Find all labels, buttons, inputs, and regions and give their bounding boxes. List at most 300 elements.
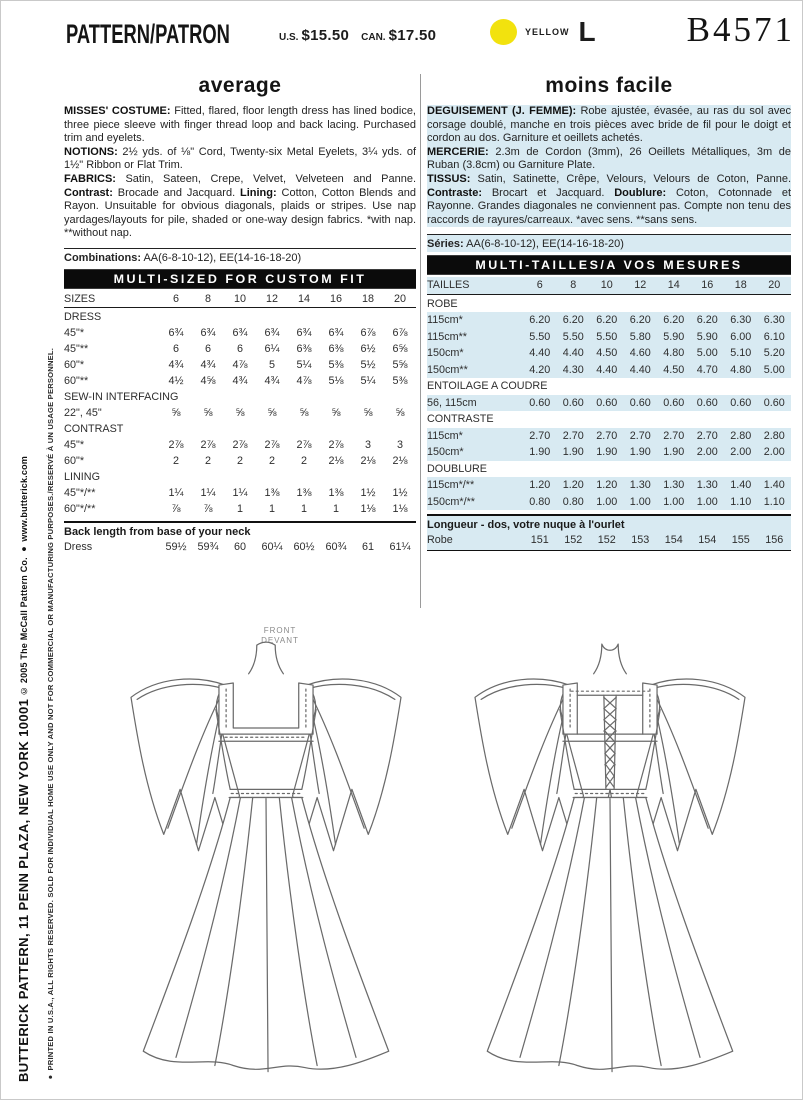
table-cell: 6.20 xyxy=(663,314,685,327)
table-cell: 4⅞ xyxy=(232,358,248,371)
yardage-table-en xyxy=(64,291,416,517)
table-cell: 1½ xyxy=(360,486,376,499)
table-cell: 6.20 xyxy=(529,314,551,327)
table-cell: 1.00 xyxy=(596,495,618,508)
table-cell: 18 xyxy=(734,279,747,292)
table-cell: 6.30 xyxy=(763,314,785,327)
row-label: SEW-IN INTERFACING xyxy=(64,390,179,403)
table-cell: 0.60 xyxy=(730,396,752,409)
table-cell: 6¾ xyxy=(328,326,344,339)
table-cell: 5⅛ xyxy=(328,374,344,387)
table-cell: 6 xyxy=(536,279,543,292)
table-cell: 6 xyxy=(172,292,179,305)
table-row xyxy=(64,437,416,453)
can-currency-label: CAN. xyxy=(361,32,386,43)
table-cell: 5½ xyxy=(360,358,376,371)
row-label: ROBE xyxy=(427,297,458,310)
table-row xyxy=(427,494,791,511)
table-cell: 5.00 xyxy=(763,363,785,376)
table-cell: 4.40 xyxy=(596,363,618,376)
table-cell: 1⅛ xyxy=(392,502,408,515)
table-row xyxy=(427,411,791,428)
combinations-line-en xyxy=(64,248,416,266)
row-label: Dress xyxy=(64,540,93,553)
table-cell: 60¾ xyxy=(325,540,347,553)
description-fr xyxy=(427,105,791,227)
combinations-text-fr: AA(6-8-10-12), EE(14-16-18-20) xyxy=(463,238,624,251)
table-cell: 5⅜ xyxy=(392,374,408,387)
back-length-title-fr: Longueur - dos, votre nuque à l'ourlet xyxy=(427,519,625,532)
table-cell: 2⅛ xyxy=(392,454,408,467)
table-row xyxy=(427,461,791,478)
table-cell: 4.40 xyxy=(562,347,584,360)
notions-lead-en: NOTIONS: xyxy=(64,145,118,158)
table-cell: 8 xyxy=(570,279,577,292)
row-label: 115cm* xyxy=(427,314,463,327)
table-cell: 4.40 xyxy=(629,363,651,376)
row-label: TAILLES xyxy=(427,279,470,292)
table-cell: 0.60 xyxy=(629,396,651,409)
row-label: DOUBLURE xyxy=(427,462,487,475)
table-cell: 2.70 xyxy=(529,429,551,442)
publisher-address: BUTTERICK PATTERN, 11 PENN PLAZA, NEW YORK 10001 xyxy=(16,698,31,1082)
table-cell: 4.50 xyxy=(663,363,685,376)
table-cell: 5.90 xyxy=(663,330,685,343)
brand-title: PATTERN/PATRON xyxy=(66,19,230,49)
table-cell: 152 xyxy=(597,534,616,547)
lining-text-en: Cotton, Cotton Blends and Rayon. Unsuitable for obvious diagonals, plaids or stripes. Use nap yardages/layouts for pile, shaded or one-way design fabrics. *with nap. **without nap. xyxy=(64,186,416,240)
table-cell: 60¼ xyxy=(261,540,283,553)
notions-text-en: 2½ yds. of ⅛" Cord, Twenty-six Metal Eyelets, 3¼ yds. of 1½" Ribbon or Flat Trim. xyxy=(64,145,416,172)
back-length-row-en xyxy=(64,539,416,555)
table-cell: 2.70 xyxy=(696,429,718,442)
table-cell: 6¾ xyxy=(296,326,312,339)
table-cell: 1.00 xyxy=(629,495,651,508)
table-row xyxy=(64,539,416,555)
table-cell: 6.20 xyxy=(696,314,718,327)
row-label: 150cm*/** xyxy=(427,495,476,508)
table-cell: 2⅞ xyxy=(168,438,184,451)
table-cell: 4¾ xyxy=(232,374,248,387)
table-cell: 1⅛ xyxy=(360,502,376,515)
row-label: 115cm** xyxy=(427,330,468,343)
table-cell: 8 xyxy=(204,292,211,305)
table-cell: 153 xyxy=(631,534,650,547)
table-cell: 1 xyxy=(332,502,339,515)
table-cell: 3 xyxy=(396,438,403,451)
table-cell: 1¼ xyxy=(168,486,184,499)
description-en xyxy=(64,105,416,241)
table-cell: 1.20 xyxy=(529,479,551,492)
color-name-label: YELLOW xyxy=(525,27,570,37)
table-row xyxy=(64,291,416,308)
table-cell: 2.70 xyxy=(562,429,584,442)
table-banner-fr: MULTI-TAILLES/A VOS MESURES xyxy=(427,256,791,276)
table-row xyxy=(427,444,791,461)
table-row xyxy=(427,378,791,395)
english-column xyxy=(64,74,416,555)
table-cell: 10 xyxy=(233,292,246,305)
table-cell: 59½ xyxy=(165,540,187,553)
table-cell: 4.70 xyxy=(696,363,718,376)
table-row xyxy=(427,312,791,329)
table-banner-en: MULTI-SIZED FOR CUSTOM FIT xyxy=(64,269,416,289)
back-length-block-en xyxy=(64,521,416,555)
table-cell: 6⅞ xyxy=(392,326,408,339)
table-cell: 6¼ xyxy=(264,342,280,355)
back-length-block-fr xyxy=(427,514,791,551)
row-label: 56, 115cm xyxy=(427,396,477,409)
table-cell: 4.30 xyxy=(562,363,584,376)
table-row xyxy=(64,453,416,469)
table-cell: 4¾ xyxy=(264,374,280,387)
table-cell: 4.20 xyxy=(529,363,551,376)
table-cell: 5.80 xyxy=(629,330,651,343)
table-row xyxy=(64,421,416,437)
table-cell: 1.10 xyxy=(763,495,785,508)
table-cell: 2.00 xyxy=(763,446,785,459)
table-cell: 2⅞ xyxy=(200,438,216,451)
french-column xyxy=(427,74,791,551)
fabrics-lead-fr: TISSUS: xyxy=(427,172,471,185)
table-cell: 1⅜ xyxy=(296,486,312,499)
table-cell: 5.10 xyxy=(730,347,752,360)
table-cell: 6.10 xyxy=(763,330,785,343)
table-cell: ⅝ xyxy=(299,406,309,419)
price-block xyxy=(279,27,448,45)
table-cell: 18 xyxy=(361,292,374,305)
table-cell: 2 xyxy=(204,454,211,467)
table-cell: 2⅞ xyxy=(264,438,280,451)
combinations-lead-en: Combinations: xyxy=(64,251,141,264)
fabrics-fr xyxy=(427,173,791,227)
table-row xyxy=(427,329,791,346)
table-cell: 20 xyxy=(393,292,406,305)
table-cell: 1.00 xyxy=(663,495,685,508)
column-divider xyxy=(420,74,421,608)
garment-description-en xyxy=(64,105,416,146)
table-row xyxy=(427,395,791,412)
fabrics-text-en: Satin, Sateen, Crepe, Velvet, Velveteen and Panne. xyxy=(115,172,416,185)
table-cell: 0.60 xyxy=(663,396,685,409)
table-cell: 2⅞ xyxy=(328,438,344,451)
table-cell: 1 xyxy=(236,502,243,515)
table-cell: 1 xyxy=(300,502,307,515)
table-cell: 4¾ xyxy=(200,358,216,371)
table-cell: 1⅜ xyxy=(328,486,344,499)
row-label: 45"* xyxy=(64,438,85,451)
table-cell: 3 xyxy=(364,438,371,451)
table-cell: 0.60 xyxy=(763,396,785,409)
table-cell: ⅝ xyxy=(363,406,373,419)
table-cell: 1¼ xyxy=(232,486,248,499)
table-cell: 5⅝ xyxy=(392,358,408,371)
table-cell: 6.20 xyxy=(629,314,651,327)
row-label: 150cm* xyxy=(427,446,464,459)
table-cell: 5 xyxy=(268,358,275,371)
contrast-lead-fr: Contraste: xyxy=(427,186,483,199)
back-length-row-fr xyxy=(427,532,791,549)
table-row xyxy=(427,428,791,445)
table-cell: 4.80 xyxy=(730,363,752,376)
table-cell: 4.40 xyxy=(529,347,551,360)
table-row xyxy=(64,405,416,421)
table-cell: 6¾ xyxy=(232,326,248,339)
table-cell: ⅝ xyxy=(267,406,277,419)
table-cell: 1.90 xyxy=(629,446,651,459)
table-cell: 1.20 xyxy=(562,479,584,492)
table-cell: 2.00 xyxy=(696,446,718,459)
dress-back-illustration xyxy=(428,638,792,1088)
fabrics-lead-en: FABRICS: xyxy=(64,172,116,185)
table-cell: 4.60 xyxy=(629,347,651,360)
table-cell: 61¼ xyxy=(389,540,411,553)
table-cell: 2.70 xyxy=(629,429,651,442)
table-cell: 5⅜ xyxy=(328,358,344,371)
table-cell: 14 xyxy=(667,279,680,292)
row-label: 115cm*/** xyxy=(427,479,475,492)
fabrics-text-fr: Satin, Satinette, Crêpe, Velours, Velours de Coton, Panne. xyxy=(470,172,791,185)
table-row xyxy=(64,309,416,325)
table-cell: 1⅜ xyxy=(264,486,280,499)
table-cell: 5¼ xyxy=(360,374,376,387)
table-cell: 16 xyxy=(329,292,342,305)
row-label: 60"*/** xyxy=(64,502,96,515)
table-cell: 4½ xyxy=(168,374,184,387)
table-cell: 5.50 xyxy=(562,330,584,343)
table-row xyxy=(64,469,416,485)
row-label: CONTRAST xyxy=(64,422,124,435)
notions-en xyxy=(64,146,416,173)
table-cell: 6⅞ xyxy=(360,326,376,339)
row-label: 60"* xyxy=(64,358,85,371)
row-label: 150cm* xyxy=(427,347,464,360)
table-cell: 14 xyxy=(297,292,310,305)
table-cell: 4⅞ xyxy=(296,374,312,387)
back-length-title-en: Back length from base of your neck xyxy=(64,525,251,538)
table-cell: 2 xyxy=(268,454,275,467)
table-cell: 1.90 xyxy=(562,446,584,459)
copyright-website: © 2005 The McCall Pattern Co. ● www.butterick.com xyxy=(19,456,29,699)
table-cell: 60½ xyxy=(293,540,315,553)
table-row xyxy=(427,477,791,494)
row-label: 45"*/** xyxy=(64,486,96,499)
row-label: LINING xyxy=(64,470,100,483)
table-row xyxy=(64,485,416,501)
table-cell: 6¾ xyxy=(168,326,184,339)
table-cell: 2 xyxy=(236,454,243,467)
table-cell: 1.40 xyxy=(763,479,785,492)
can-price: $17.50 xyxy=(388,27,437,44)
row-label: 150cm** xyxy=(427,363,468,376)
table-cell: ⅞ xyxy=(203,502,213,515)
table-cell: 2⅛ xyxy=(328,454,344,467)
notions-text-fr: 2.3m de Cordon (3mm), 26 Oeillets Métalliques, 3m de Ruban (3.8cm) ou Garniture Plate. xyxy=(427,145,791,172)
row-label: Robe xyxy=(427,534,453,547)
table-cell: 2⅞ xyxy=(296,438,312,451)
table-cell: 2.80 xyxy=(730,429,752,442)
row-label: 45"* xyxy=(64,326,85,339)
table-cell: 20 xyxy=(768,279,781,292)
table-cell: 6 xyxy=(236,342,243,355)
table-cell: 6.00 xyxy=(730,330,752,343)
table-cell: 4.50 xyxy=(596,347,618,360)
table-row xyxy=(427,362,791,379)
table-row xyxy=(64,373,416,389)
table-cell: 1.90 xyxy=(596,446,618,459)
table-cell: 4⅝ xyxy=(200,374,216,387)
row-label: 115cm* xyxy=(427,429,463,442)
table-cell: 0.60 xyxy=(596,396,618,409)
notions-fr xyxy=(427,146,791,173)
table-row xyxy=(427,296,791,313)
table-cell: 1.20 xyxy=(596,479,618,492)
table-cell: 2.00 xyxy=(730,446,752,459)
contrast-text-fr: Brocart et Jacquard. xyxy=(482,186,615,199)
table-cell: 6.20 xyxy=(596,314,618,327)
us-currency-label: U.S. xyxy=(279,32,299,43)
front-label-en: FRONT xyxy=(263,626,297,635)
desc-text-fr: Robe ajustée, évasée, au ras du sol avec corsage doublé, manche en trois pièces avec bride de fil pour le doigt et cordon au dos. Garniture et oeillets achetés. xyxy=(427,105,791,145)
table-cell: 1.10 xyxy=(730,495,752,508)
fabrics-en xyxy=(64,173,416,241)
difficulty-label-fr: moins facile xyxy=(545,74,673,97)
combinations-text-en: AA(6-8-10-12), EE(14-16-18-20) xyxy=(141,251,302,264)
us-price: $15.50 xyxy=(301,27,350,44)
table-cell: 6 xyxy=(172,342,179,355)
table-cell: 5.00 xyxy=(696,347,718,360)
table-cell: 16 xyxy=(701,279,714,292)
table-cell: 0.60 xyxy=(696,396,718,409)
row-label: 60"* xyxy=(64,454,85,467)
difficulty-label-en: average xyxy=(198,74,282,97)
table-cell: 1.30 xyxy=(663,479,685,492)
table-cell: 61 xyxy=(361,540,374,553)
table-cell: 1.90 xyxy=(529,446,551,459)
dress-front-illustration xyxy=(72,638,460,1088)
table-cell: ⅝ xyxy=(171,406,181,419)
table-cell: 5¼ xyxy=(296,358,312,371)
table-cell: 6 xyxy=(204,342,211,355)
table-cell: 12 xyxy=(634,279,647,292)
table-cell: 1.30 xyxy=(696,479,718,492)
table-cell: ⅝ xyxy=(203,406,213,419)
lining-text-fr: Coton, Cotonnade et Rayonne. Grandes diagonales ne conviennent pas. Compte non tenu des raccords de rayures/carreaux. *avec sens. **sans sens. xyxy=(427,186,791,226)
table-cell: 6¾ xyxy=(200,326,216,339)
table-cell: 0.80 xyxy=(562,495,584,508)
table-cell: 6⅜ xyxy=(328,342,344,355)
table-cell: 6¾ xyxy=(264,326,280,339)
table-row xyxy=(427,277,791,295)
table-cell: 154 xyxy=(698,534,717,547)
lining-lead-en: Lining: xyxy=(240,186,277,199)
table-row xyxy=(64,341,416,357)
combinations-lead-fr: Séries: xyxy=(427,238,464,251)
table-cell: 12 xyxy=(265,292,278,305)
legal-notice-vertical-text: ● PRINTED IN U.S.A., ALL RIGHTS RESERVED. SOLD FOR INDIVIDUAL HOME USE ONLY AND NOT FOR COMMERCIAL OR MANUFACTURING PURPOSES./RESERVÉ À UN USAGE PERSONNEL. xyxy=(46,347,55,1082)
table-cell: 2⅛ xyxy=(360,454,376,467)
table-cell: 2.70 xyxy=(663,429,685,442)
table-row xyxy=(64,389,416,405)
table-row xyxy=(427,345,791,362)
table-cell: 152 xyxy=(564,534,583,547)
desc-text-en: Fitted, flared, floor length dress has lined bodice, three piece sleeve with finger thread loop and back lacing. Purchased trim and eyelets. xyxy=(64,105,416,145)
table-cell: 151 xyxy=(530,534,549,547)
table-row xyxy=(64,501,416,517)
table-cell: ⅞ xyxy=(171,502,181,515)
contrast-lead-en: Contrast: xyxy=(64,186,113,199)
table-row xyxy=(64,357,416,373)
table-cell: 5.90 xyxy=(696,330,718,343)
table-cell: 10 xyxy=(600,279,613,292)
table-cell: 154 xyxy=(664,534,683,547)
row-label: DRESS xyxy=(64,310,102,323)
table-cell: 1.40 xyxy=(730,479,752,492)
table-cell: 6⅝ xyxy=(392,342,408,355)
desc-lead-en: MISSES' COSTUME: xyxy=(64,105,171,117)
table-row xyxy=(427,532,791,549)
table-cell: 1¼ xyxy=(200,486,216,499)
pattern-number: B4571 xyxy=(686,10,795,49)
size-letter: L xyxy=(578,16,596,47)
table-cell: 2 xyxy=(300,454,307,467)
desc-lead-fr: DEGUISEMENT (J. FEMME): xyxy=(427,105,577,117)
table-cell: 5.50 xyxy=(596,330,618,343)
table-cell: 2.70 xyxy=(596,429,618,442)
table-cell: 6.20 xyxy=(562,314,584,327)
table-cell: 156 xyxy=(765,534,784,547)
garment-description-fr xyxy=(427,105,791,146)
table-cell: 1.90 xyxy=(663,446,685,459)
table-cell: 4¾ xyxy=(168,358,184,371)
table-cell: 0.60 xyxy=(529,396,551,409)
row-label: CONTRASTE xyxy=(427,413,494,426)
table-cell: 1 xyxy=(268,502,275,515)
yardage-table-fr xyxy=(427,277,791,510)
row-label: SIZES xyxy=(64,292,96,305)
table-cell: 5.50 xyxy=(529,330,551,343)
table-cell: 2⅞ xyxy=(232,438,248,451)
table-cell: ⅝ xyxy=(235,406,245,419)
publisher-address-vertical-text xyxy=(16,58,31,1082)
lining-lead-fr: Doublure: xyxy=(614,186,667,199)
table-cell: 6⅜ xyxy=(296,342,312,355)
row-label: ENTOILAGE A COUDRE xyxy=(427,380,548,393)
header xyxy=(66,10,797,64)
table-row xyxy=(64,325,416,341)
notions-lead-fr: MERCERIE: xyxy=(427,145,489,158)
front-label-fr: DEVANT xyxy=(261,636,299,645)
table-cell: 1.00 xyxy=(696,495,718,508)
table-cell: 5.20 xyxy=(763,347,785,360)
table-cell: 0.60 xyxy=(562,396,584,409)
table-cell: 4.80 xyxy=(663,347,685,360)
yellow-color-dot-icon xyxy=(490,19,517,45)
table-cell: ⅝ xyxy=(395,406,405,419)
combinations-line-fr xyxy=(427,234,791,252)
table-cell: 6.30 xyxy=(730,314,752,327)
table-cell: 60 xyxy=(233,540,246,553)
table-cell: 1½ xyxy=(392,486,408,499)
table-cell: 2 xyxy=(172,454,179,467)
table-cell: 155 xyxy=(731,534,750,547)
color-size-block xyxy=(490,16,596,48)
row-label: 22", 45" xyxy=(64,406,102,419)
table-cell: 1.30 xyxy=(629,479,651,492)
table-cell: ⅝ xyxy=(331,406,341,419)
table-cell: 59¾ xyxy=(197,540,219,553)
row-label: 60"** xyxy=(64,374,89,387)
